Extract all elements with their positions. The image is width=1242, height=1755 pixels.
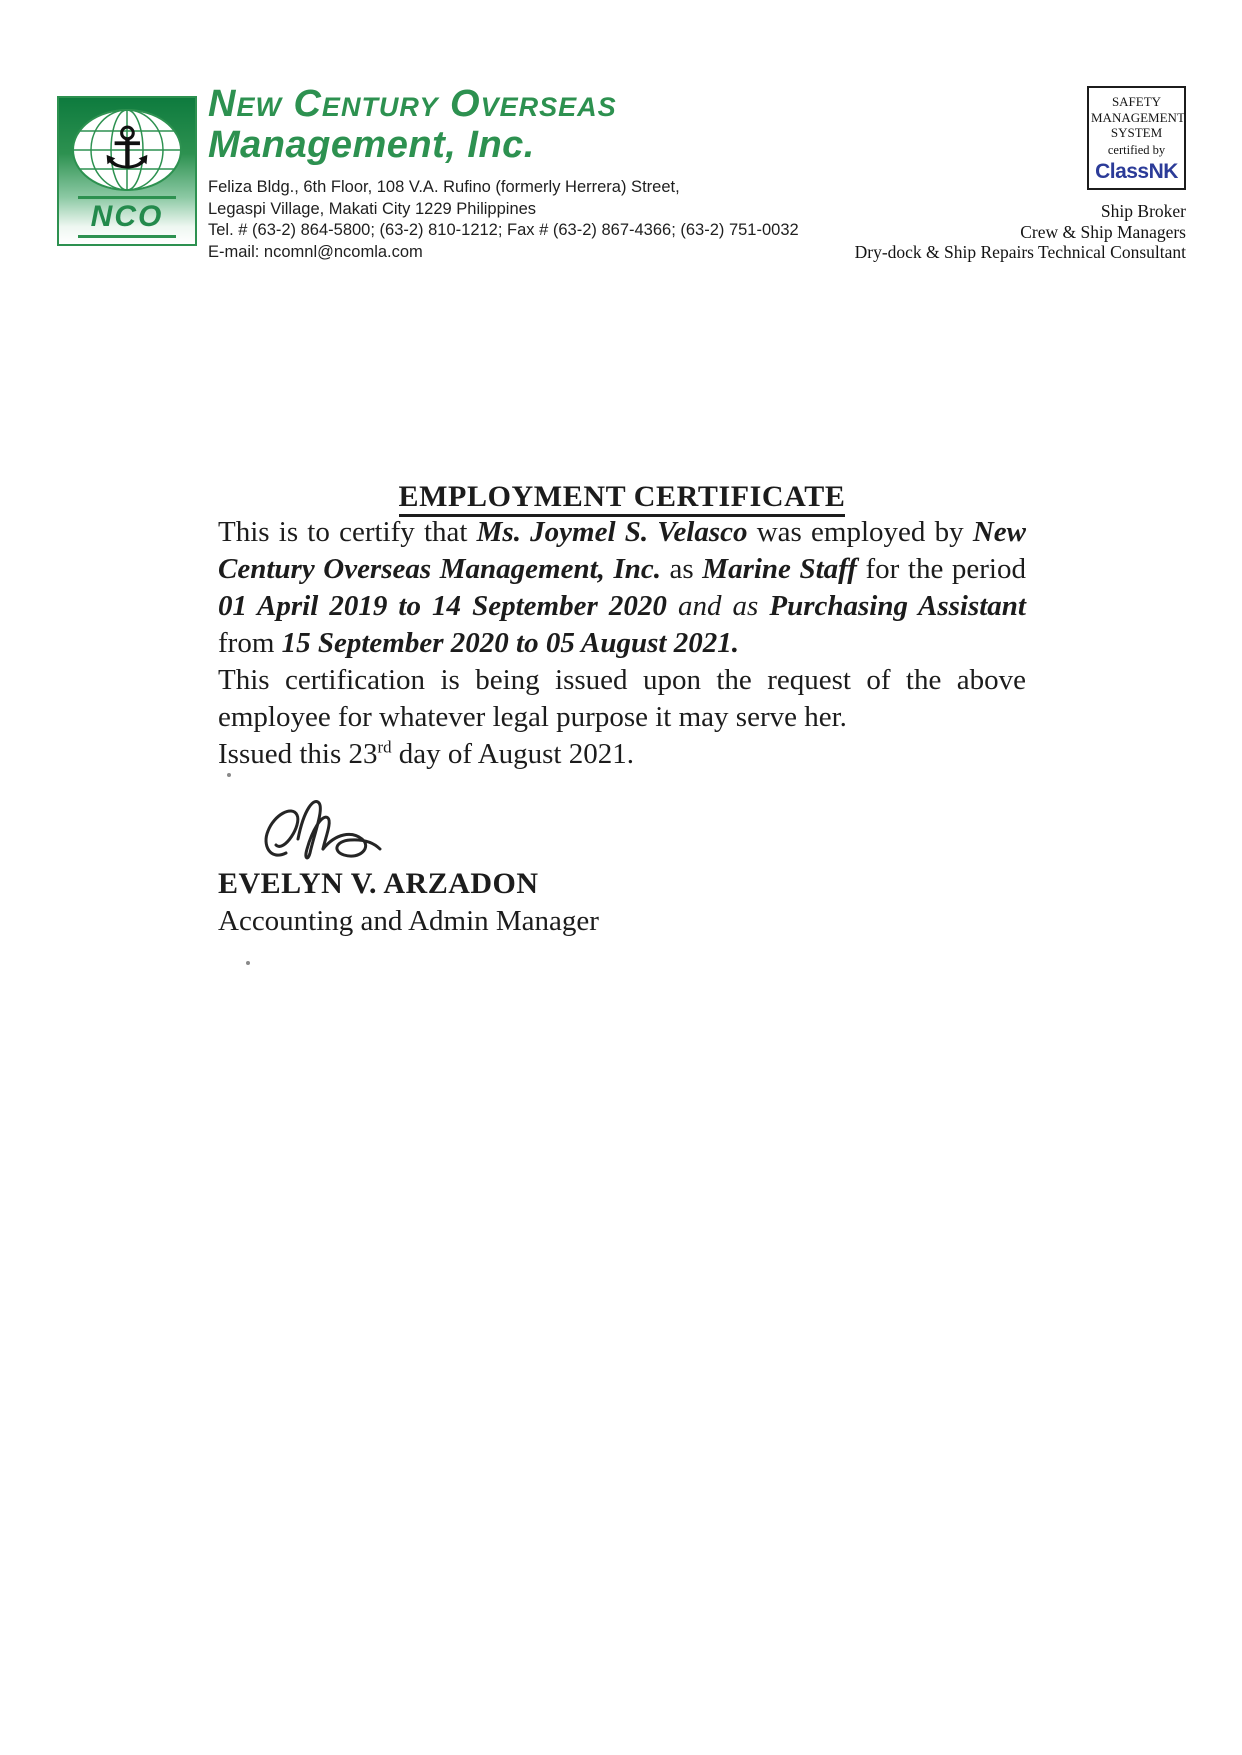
badge-line: SYSTEM	[1110, 125, 1163, 140]
classnk-logo: ClassNK	[1095, 159, 1178, 183]
body-paragraph: This is to certify that Ms. Joymel S. Velasco was employed by New Century Overseas Management, Inc. as Marine Staff for the period 01 April 2019 to 14 September 2020 and as Purchasing Assistant from 15 September 2020 to 05 August 2021.	[218, 516, 1026, 659]
scan-speck	[227, 773, 231, 777]
certificate-body	[218, 480, 1026, 938]
signer-name: EVELYN V. ARZADON	[218, 867, 539, 900]
badge-line: MANAGEMENT	[1091, 109, 1185, 125]
services-list	[855, 201, 1186, 263]
logo-divider-bottom	[78, 235, 176, 238]
company-logo	[57, 96, 197, 246]
address-line: Feliza Bldg., 6th Floor, 108 V.A. Rufino (formerly Herrera) Street,	[208, 178, 680, 196]
address-line: Legaspi Village, Makati City 1229 Philippines	[208, 199, 537, 218]
issued-line: Issued this 23rd day of August 2021.	[218, 737, 634, 770]
company-name: New Century Overseas	[208, 83, 617, 125]
logo-nco-label: NCO	[90, 200, 164, 233]
address-line: E-mail: ncomnl@ncomla.com	[208, 242, 423, 261]
globe-icon	[70, 107, 184, 193]
company-subname: Management, Inc.	[208, 124, 535, 166]
classnk-badge	[1087, 86, 1186, 190]
service-line: Crew & Ship Managers	[1020, 221, 1186, 242]
logo-divider-top	[78, 196, 176, 199]
signature-block	[218, 795, 1026, 938]
company-block	[208, 84, 799, 263]
company-address	[208, 177, 799, 263]
body-paragraph: This certification is being issued upon the request of the above employee for whatever legal purpose it may serve her.	[218, 664, 1026, 733]
doc-title: EMPLOYMENT CERTIFICATE	[218, 480, 1026, 514]
service-line: Dry-dock & Ship Repairs Technical Consultant	[854, 242, 1186, 262]
address-line: Tel. # (63-2) 864-5800; (63-2) 810-1212; Fax # (63-2) 867-4366; (63-2) 751-0032	[208, 221, 799, 239]
signer-title: Accounting and Admin Manager	[218, 905, 599, 937]
certified-by-label: certified by	[1107, 142, 1166, 157]
anchor-icon: ⚓	[101, 114, 153, 182]
service-line: Ship Broker	[1100, 201, 1186, 221]
scan-speck	[246, 961, 250, 965]
badge-line: SAFETY	[1111, 94, 1162, 109]
signature-scribble	[256, 795, 416, 867]
